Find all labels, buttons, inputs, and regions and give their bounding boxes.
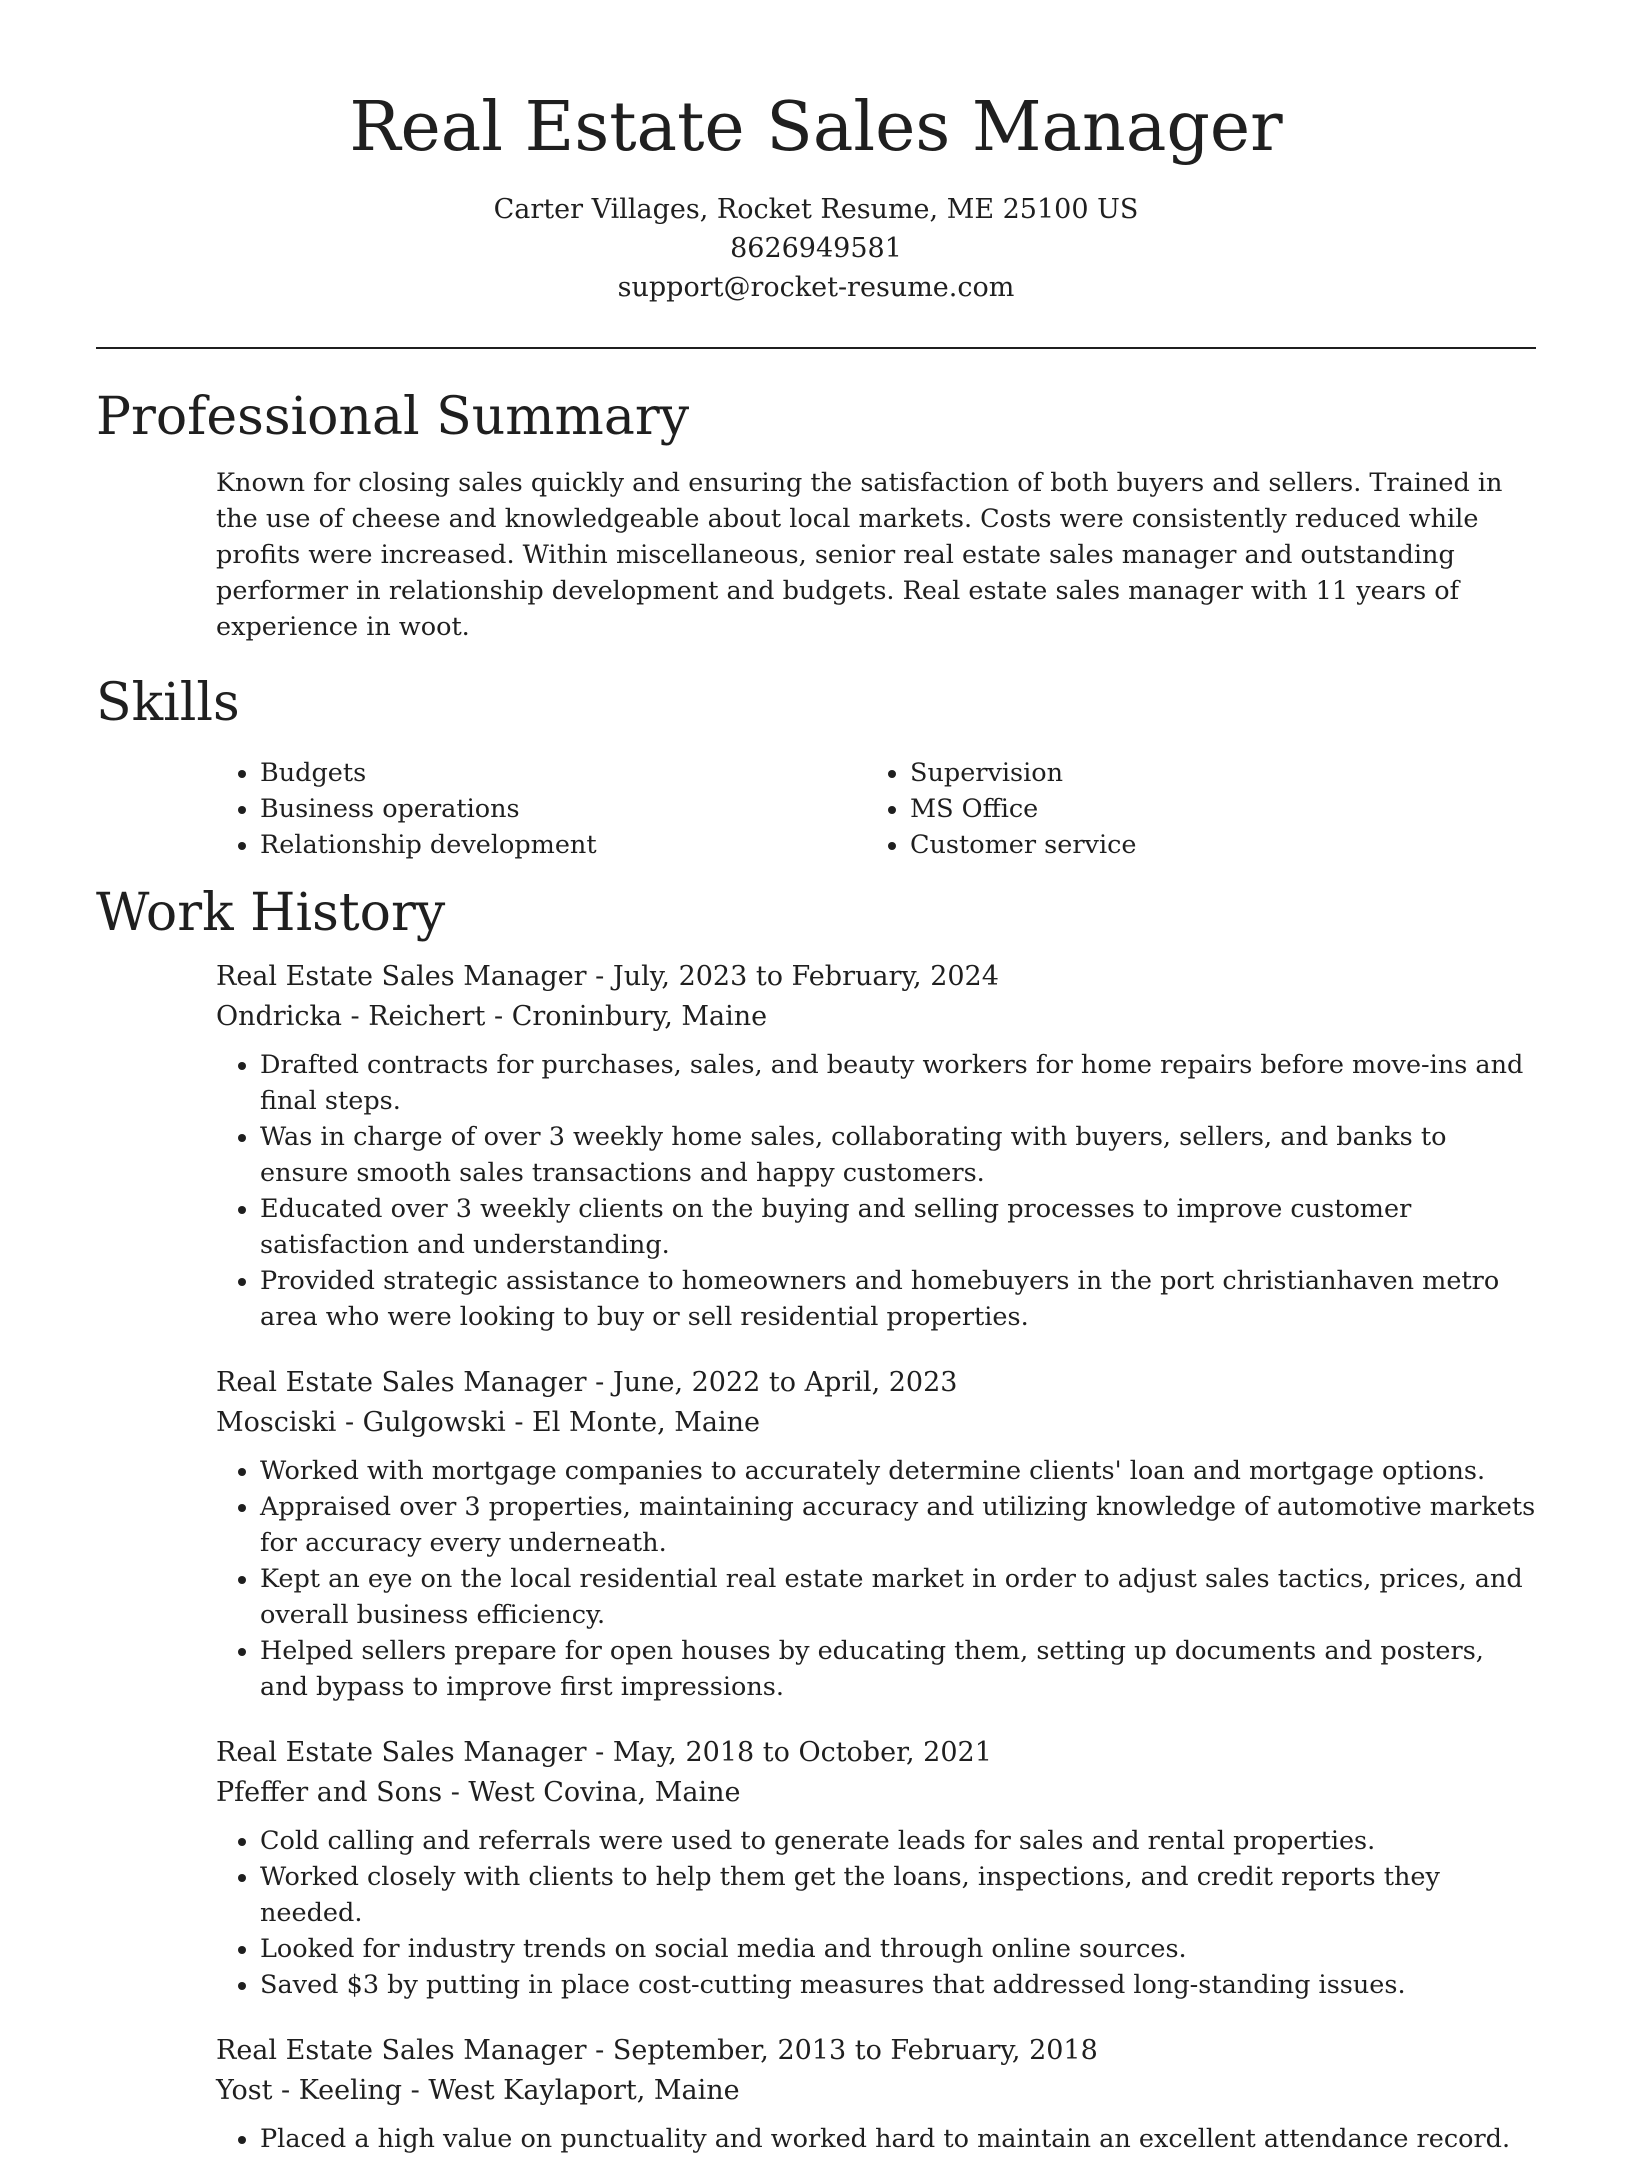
skills-section (96, 671, 1536, 863)
job-dates: - May, 2018 to October, 2021 (586, 1737, 992, 1768)
resume-page (96, 0, 1536, 2157)
job-title: Real Estate Sales Manager (216, 961, 587, 992)
job-title-line (216, 957, 1536, 997)
job-bullet: • Placed a high value on punctuality and worked hard to maintain an excellent attendance record. (260, 2121, 1536, 2157)
summary-heading: Professional Summary (96, 387, 690, 447)
job-company: Ondricka - Reichert (216, 1001, 486, 1032)
job-title: Real Estate Sales Manager (216, 1367, 587, 1398)
job-company-line (216, 2071, 1536, 2111)
job-bullets (216, 2121, 1536, 2157)
job-company: Yost - Keeling (216, 2075, 403, 2106)
work-history-heading: Work History (96, 883, 446, 943)
job-entry (216, 1363, 1536, 1705)
job-dates: - June, 2022 to April, 2023 (586, 1367, 958, 1398)
skill-item: • Supervision (910, 755, 1516, 791)
job-company: Mosciski - Gulgowski (216, 1407, 506, 1438)
job-company-line (216, 997, 1536, 1037)
skills-list-left (216, 755, 866, 863)
contact-phone: 8626949581 (730, 233, 902, 264)
contact-block (96, 190, 1536, 307)
job-bullet: • Was in charge of over 3 weekly home sales, collaborating with buyers, sellers, and banks to ensure smooth sales transactions and happy customers. (260, 1119, 1536, 1191)
skill-item: • Relationship development (260, 827, 866, 863)
job-dates: - July, 2023 to February, 2024 (586, 961, 999, 992)
work-history-section (96, 881, 1536, 2157)
skill-item: • MS Office (910, 791, 1516, 827)
job-dates: - September, 2013 to February, 2018 (586, 2035, 1098, 2066)
job-bullet: • Saved $3 by putting in place cost-cutting measures that addressed long-standing issues. (260, 1967, 1536, 2003)
contact-address: Carter Villages, Rocket Resume, ME 25100 US (493, 194, 1139, 225)
header-divider (96, 347, 1536, 349)
job-title: Real Estate Sales Manager (216, 1737, 587, 1768)
job-bullet: • Helped sellers prepare for open houses by educating them, setting up documents and posters, and bypass to improve first impressions. (260, 1633, 1536, 1705)
job-title-line (216, 1363, 1536, 1403)
job-company-line (216, 1773, 1536, 1813)
summary-text: Known for closing sales quickly and ensuring the satisfaction of both buyers and sellers. Trained in the use of cheese and knowledgeable about local markets. Costs were consistently reduced while profits were increased. Within miscellaneous, senior real estate sales manager and outstanding performer in relationship development and budgets. Real estate sales manager with 11 years of experience in woot. (216, 468, 1503, 642)
skill-item: • Business operations (260, 791, 866, 827)
resume-name: Real Estate Sales Manager (349, 88, 1283, 167)
job-location: - West Kaylaport, Maine (402, 2075, 740, 2106)
job-bullet: • Kept an eye on the local residential real estate market in order to adjust sales tactics, prices, and overall business efficiency. (260, 1561, 1536, 1633)
job-bullets (216, 1047, 1536, 1335)
job-bullets (216, 1823, 1536, 2003)
job-entry (216, 2031, 1536, 2157)
skill-item: • Budgets (260, 755, 866, 791)
job-bullet: • Looked for industry trends on social media and through online sources. (260, 1931, 1536, 1967)
job-location: - El Monte, Maine (505, 1407, 760, 1438)
job-bullet: • Cold calling and referrals were used to generate leads for sales and rental properties. (260, 1823, 1536, 1859)
job-bullet: • Provided strategic assistance to homeowners and homebuyers in the port christianhaven metro area who were looking to buy or sell residential properties. (260, 1263, 1536, 1335)
job-bullet: • Worked with mortgage companies to accurately determine clients' loan and mortgage options. (260, 1453, 1536, 1489)
skill-item: • Customer service (910, 827, 1516, 863)
job-title: Real Estate Sales Manager (216, 2035, 587, 2066)
summary-section (96, 385, 1536, 645)
job-bullets (216, 1453, 1536, 1705)
job-bullet: • Appraised over 3 properties, maintaining accuracy and utilizing knowledge of automotive markets for accuracy every underneath. (260, 1489, 1536, 1561)
skills-grid (216, 755, 1536, 863)
job-location: - West Covina, Maine (442, 1777, 741, 1808)
skills-heading: Skills (96, 673, 240, 733)
job-company-line (216, 1403, 1536, 1443)
job-bullet: • Educated over 3 weekly clients on the buying and selling processes to improve customer satisfaction and understanding. (260, 1191, 1536, 1263)
job-bullet: • Drafted contracts for purchases, sales, and beauty workers for home repairs before move-ins and final steps. (260, 1047, 1536, 1119)
job-entry (216, 957, 1536, 1335)
job-entry (216, 1733, 1536, 2003)
job-location: - Croninbury, Maine (485, 1001, 768, 1032)
job-title-line (216, 2031, 1536, 2071)
contact-email: support@rocket-resume.com (617, 272, 1015, 303)
job-title-line (216, 1733, 1536, 1773)
skills-list-right (866, 755, 1516, 863)
job-bullet: • Worked closely with clients to help them get the loans, inspections, and credit reports they needed. (260, 1859, 1536, 1931)
job-company: Pfeffer and Sons (216, 1777, 443, 1808)
